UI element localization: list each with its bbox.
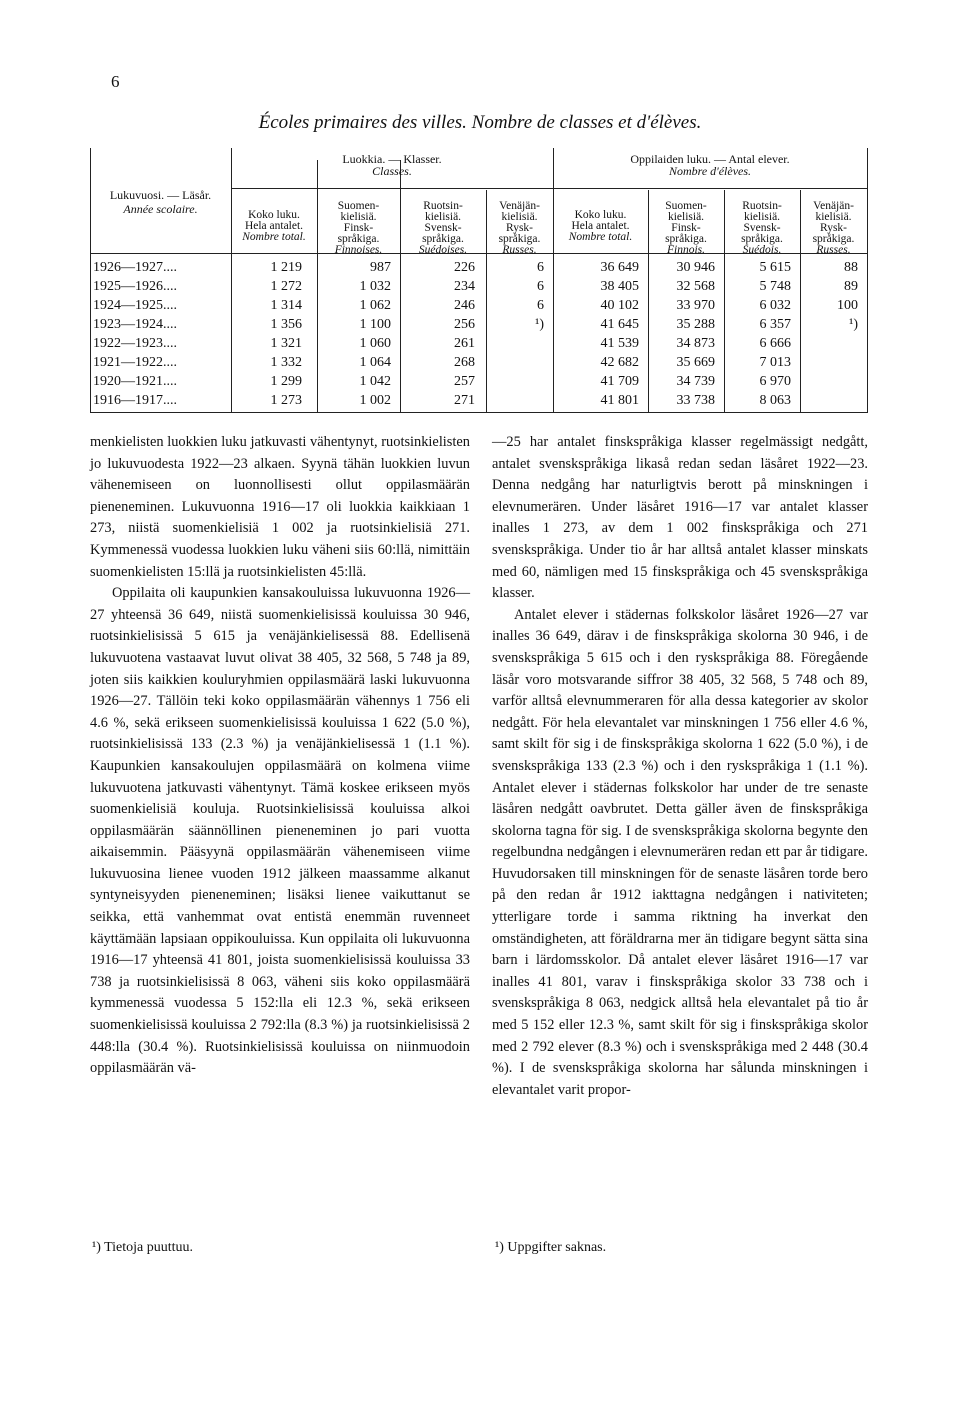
year-cell: 1925—1926.... <box>93 279 177 294</box>
pupils-russian-cell: ¹) <box>849 317 858 332</box>
footnote-swedish: ¹) Uppgifter saknas. <box>495 1240 607 1255</box>
classes-russian-cell: ¹) <box>535 317 544 332</box>
pupils-total-cell: 41 645 <box>600 317 639 332</box>
pupils-swedish-header: Ruotsin- kielisiä. Svensk- språkiga. Suédois. <box>741 200 783 256</box>
pupils-finnish-cell: 32 568 <box>676 279 715 294</box>
classes-swedish-header: Ruotsin- kielisiä. Svensk- språkiga. Suédoises. <box>418 200 468 256</box>
pupils-finnish-cell: 30 946 <box>676 260 715 275</box>
pupils-finnish-cell: 33 970 <box>676 298 715 313</box>
finnish-paragraph-1: menkielisten luokkien luku jatkuvasti vähentynyt, ruotsinkielisten jo lukuvuodesta 1922—23 alkaen. Syynä tähän luokkien luvun vähenemiseen on luonnollisesti ollut oppilasmäärän pieneneminen. Lukuvuonna 1916—17 oli luokkia kaikkiaan 1 273, niistä suomenkielisiä 1 002 ja ruotsinkielisiä 271. Kymmenessä vuodessa luokkien luku väheni siis 60:llä, nimittäin suomenkielisten 15:llä ja ruotsinkielisten 45:llä. <box>90 434 470 580</box>
pupils-russian-cell: 100 <box>837 298 858 313</box>
pupils-finnish-cell: 33 738 <box>676 393 715 408</box>
pupils-total-cell: 38 405 <box>600 279 639 294</box>
classes-swedish-cell: 226 <box>454 260 475 275</box>
classes-russian-cell: 6 <box>537 298 544 313</box>
classes-total-cell: 1 321 <box>270 336 302 351</box>
year-cell: 1926—1927.... <box>93 260 177 275</box>
pupils-swedish-cell: 8 063 <box>759 393 791 408</box>
classes-swedish-cell: 234 <box>454 279 475 294</box>
classes-finnish-cell: 1 064 <box>359 355 391 370</box>
pupils-total-cell: 42 682 <box>600 355 639 370</box>
classes-total-cell: 1 219 <box>270 260 302 275</box>
year-cell: 1923—1924.... <box>93 317 177 332</box>
swedish-paragraph-1: —25 har antalet finskspråkiga klasser regelmässigt nedgått, antalet svenskspråkiga likaså redan sedan läsåret 1922—23. Denna nedgång har naturligtvis berott på minskningen i elevnumerären. Under läsåret 1916—17 var antalet klasser inalles 1 273, av dem 1 002 finskspråkiga och 271 svenskspråkiga. Under tio år har alltså antalet klasser minskats med 60, nämligen med 15 finskspråkiga och 45 svenskspråkiga klasser. <box>492 434 868 602</box>
classes-total-cell: 1 299 <box>270 374 302 389</box>
classes-russian-cell: 6 <box>537 260 544 275</box>
classes-finnish-cell: 1 042 <box>359 374 391 389</box>
classes-finnish-cell: 1 100 <box>359 317 391 332</box>
pupils-russian-cell: 89 <box>844 279 858 294</box>
year-cell: 1920—1921.... <box>93 374 177 389</box>
page-number: 6 <box>111 72 120 91</box>
pupils-total-header: Koko luku. Hela antalet. Nombre total. <box>568 209 633 243</box>
classes-total-cell: 1 314 <box>270 298 302 313</box>
classes-finnish-cell: 987 <box>370 260 391 275</box>
pupils-swedish-cell: 6 970 <box>759 374 791 389</box>
pupils-finnish-header: Suomen- kielisiä. Finsk- språkiga. Finnois. <box>665 200 707 256</box>
classes-russian-cell: 6 <box>537 279 544 294</box>
pupils-swedish-cell: 7 013 <box>759 355 791 370</box>
classes-total-cell: 1 332 <box>270 355 302 370</box>
pupils-total-cell: 36 649 <box>600 260 639 275</box>
pupils-russian-header: Venäjän- kielisiä. Rysk- språkiga. Russes. <box>812 200 855 256</box>
classes-finnish-cell: 1 062 <box>359 298 391 313</box>
pupils-header: Oppilaiden luku. — Antal elever. Nombre d'élèves. <box>630 152 790 178</box>
year-header: Lukuvuosi. — Läsår. Année scolaire. <box>109 188 212 216</box>
classes-total-cell: 1 273 <box>270 393 302 408</box>
pupils-swedish-cell: 6 666 <box>759 336 791 351</box>
year-cell: 1924—1925.... <box>93 298 177 313</box>
pupils-swedish-cell: 5 615 <box>759 260 791 275</box>
classes-swedish-cell: 261 <box>454 336 475 351</box>
pupils-total-cell: 41 801 <box>600 393 639 408</box>
classes-finnish-cell: 1 060 <box>359 336 391 351</box>
pupils-finnish-cell: 34 739 <box>676 374 715 389</box>
pupils-total-cell: 41 539 <box>600 336 639 351</box>
pupils-finnish-cell: 34 873 <box>676 336 715 351</box>
pupils-finnish-cell: 35 669 <box>676 355 715 370</box>
finnish-text-column <box>90 432 470 1080</box>
pupils-finnish-cell: 35 288 <box>676 317 715 332</box>
swedish-paragraph-2: Antalet elever i städernas folkskolor läsåret 1926—27 var inalles 36 649, därav i de finskspråkiga skolorna 30 946, i de svenskspråkiga 5 615 och i den ryskspråkiga 88. Föregående läsår voro motsvarande siffror 38 405, 32 568, 5 748 och 89, varför alltså elevnummeraren för alla dessa kategorier av skolor nedgått. För hela elevantalet var minskningen 1 756 eller 4.6 %, samt skilt för sig i de finskspråkiga skolorna 1 622 (5.0 %), i de svenskspråkiga 133 (2.3 %) och i den ryskspråkiga 1 (1.1 %). Antalet elever i städernas folkskolor har under de tre senaste läsåren nedgått oavbrutet. Detta gäller även de finskspråkiga skolorna tagna för sig. I de svenskspråkiga skolorna begynte den regelbundna nedgången i elevnumerären redan ett par år tidigare. Huvudorsaken till minskningen för de senaste läsåren torde bero på den redan år 1912 iakttagna nedgången i nativiteten; ytterligare torde i samma riktning ha inverkat den omständigheten, att föräldrarna mer än tidigare begynt sätta sina barn i lärdomsskolor. Då antalet elever läsåret 1916—17 var inalles 41 801, varav i finskspråkiga skolor 33 738 och i svenskspråkiga 8 063, nedgick alltså hela elevantalet på tio år med 5 152 eller 12.3 %, samt skilt för sig i finskspråkiga skolor med 2 792 elever (8.3 %) och i svenskspråkiga med 2 448 (30.4 %). I de svenskspråkiga skolorna har sålunda minskningen i elevantalet varit propor- <box>492 606 868 1098</box>
classes-swedish-cell: 257 <box>454 374 475 389</box>
pupils-swedish-cell: 5 748 <box>759 279 791 294</box>
pupils-russian-cell: 88 <box>844 260 858 275</box>
classes-swedish-cell: 246 <box>454 298 475 313</box>
statistics-table <box>90 148 868 413</box>
classes-russian-header: Venäjän- kielisiä. Rysk- språkiga. Russes. <box>498 200 541 256</box>
classes-header: Luokkia. — Klasser. Classes. <box>342 152 442 178</box>
pupils-swedish-cell: 6 357 <box>759 317 791 332</box>
finnish-paragraph-2: Oppilaita oli kaupunkien kansakouluissa lukuvuonna 1926—27 yhteensä 36 649, niistä suomenkielisissä kouluissa 30 946, ruotsinkielisissä 5 615 ja venäjänkielisessä 88. Edellisenä lukuvuotena vastaavat luvut olivat 38 405, 32 568, 5 748 ja 89, joten siis kaikkien kouluryhmien oppilasmäärä laski lukuvuonna 1926—27. Tällöin teki koko oppilasmäärän vähennys 1 756 eli 4.6 %, sekä erikseen suomenkielisissä kouluissa 1 622 (5.0 %), ruotsinkielisissä 133 (2.3 %) ja venäjänkielisessä 1 (1.1 %). Kaupunkien kansakoulujen oppilasmäärä on kolmena viime lukuvuotena jatkuvasti vähentynyt. Tämä koskee erikseen myös suomenkielisiä kouluja. Ruotsinkielisissä kouluissa alkoi oppilasmäärän säännöllinen pieneneminen jo pari vuotta aikaisemmin. Pääsyynä oppilasmäärän vähenemiseen viime lukuvuosina lienee vuoden 1912 jälkeen maassamme alkanut syntyneisyyden pieneneminen; lisäksi lienee vaikuttanut se seikka, että vanhemmat ovat entistä enemmän ruvenneet käyttämään lapsiaan oppikouluissa. Kun oppilaita oli lukuvuonna 1916—17 yhteensä 41 801, joista suomenkielisissä kouluissa 33 738 ja ruotsinkielisissä 8 063, väheni siis koko oppilasmäärä kymmenessä vuodessa 5 152:lla eli 12.3 %, sekä erikseen suomenkielisissä kouluissa 2 792:lla (8.3 %) ja ruotsinkielisissä 2 448:lla (30.4 %). Ruotsinkielisissä kouluissa on niinmuodoin oppilasmäärän vä- <box>90 585 470 1077</box>
table-title: Écoles primaires des villes. Nombre de classes et d'élèves. <box>258 112 702 133</box>
classes-total-header: Koko luku. Hela antalet. Nombre total. <box>242 209 306 243</box>
classes-finnish-cell: 1 032 <box>359 279 391 294</box>
classes-total-cell: 1 272 <box>270 279 302 294</box>
classes-total-cell: 1 356 <box>270 317 302 332</box>
year-cell: 1921—1922.... <box>93 355 177 370</box>
classes-swedish-cell: 271 <box>454 393 475 408</box>
classes-finnish-cell: 1 002 <box>359 393 391 408</box>
swedish-text-column <box>492 432 868 1101</box>
pupils-swedish-cell: 6 032 <box>759 298 791 313</box>
year-cell: 1916—1917.... <box>93 393 177 408</box>
year-cell: 1922—1923.... <box>93 336 177 351</box>
classes-swedish-cell: 256 <box>454 317 475 332</box>
classes-swedish-cell: 268 <box>454 355 475 370</box>
pupils-total-cell: 40 102 <box>600 298 639 313</box>
classes-finnish-header: Suomen- kielisiä. Finsk- språkiga. Finnoises. <box>334 200 383 256</box>
footnote-finnish: ¹) Tietoja puuttuu. <box>92 1240 194 1255</box>
pupils-total-cell: 41 709 <box>600 374 639 389</box>
